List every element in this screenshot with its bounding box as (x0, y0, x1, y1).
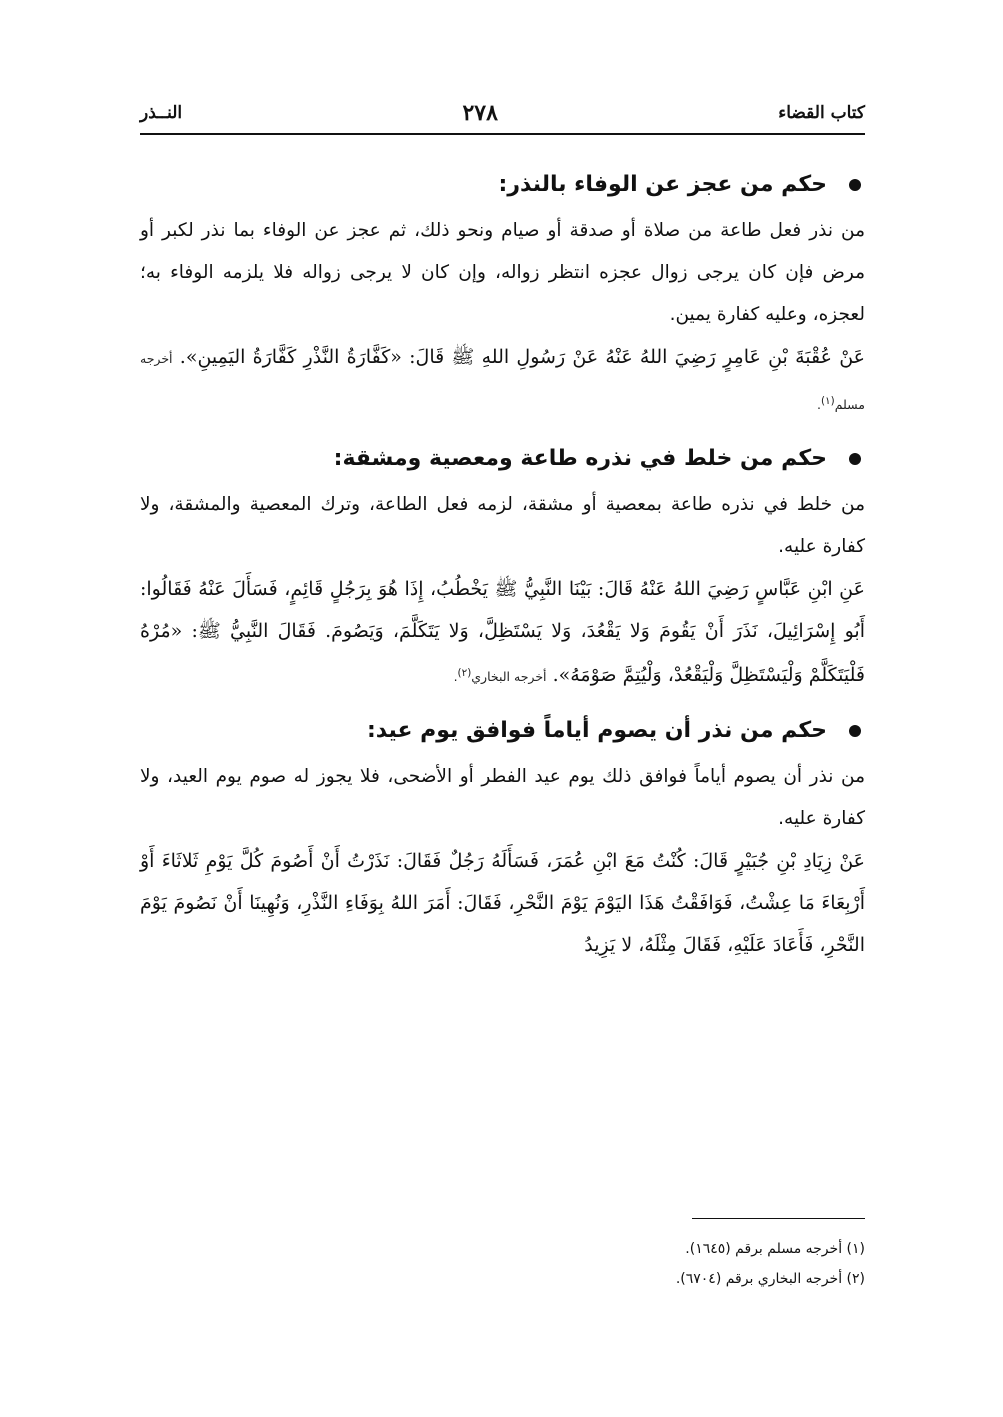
hadith-text (140, 336, 865, 426)
hadith-text (140, 568, 865, 698)
footnotes (140, 1234, 865, 1294)
footnote-1: (١) أخرجه مسلم برقم (١٦٤٥). (685, 1241, 865, 1257)
bullet-icon (849, 179, 861, 191)
section-body: من خلط في نذره طاعة بمعصية أو مشقة، لزمه فعل الطاعة، وترك المعصية والمشقة، ولا كفارة عليه. (140, 494, 865, 558)
hadith-quote: عَنْ زِيَادِ بْنِ جُبَيْرٍ قَالَ: كُنْتُ مَعَ ابْنِ عُمَرَ، فَسَأَلَهُ رَجُلٌ فَقَالَ: نَذَرْتُ أَنْ أَصُومَ كُلَّ يَوْمِ ثَلاثَاءَ أَوْ أَرْبِعَاءَ مَا عِشْتُ، فَوَافَقْتُ هَذَا اليَوْمَ يَوْمَ النَّحْرِ، فَقَالَ: أَمَرَ اللهُ بِوَفَاءِ النَّذْرِ، وَنُهِينَا أَنْ نَصُومَ يَوْمَ النَّحْرِ، فَأَعَادَ عَلَيْهِ، فَقَالَ مِثْلَهُ، لا يَزِيدُ (140, 850, 865, 957)
running-header (140, 96, 865, 130)
hadith-citation: أخرجه مسلم$^{(١)}$. (140, 351, 865, 413)
section-heading (140, 706, 865, 756)
footnote-rule (692, 1218, 865, 1219)
book-title: كتاب القضاء (778, 103, 865, 123)
section-mixed-vow (140, 434, 865, 698)
section-inability-to-fulfil-vow (140, 160, 865, 426)
bullet-icon (849, 453, 861, 465)
page-number: ٢٧٨ (462, 100, 498, 126)
page-body (140, 160, 865, 966)
footnote-2: (٢) أخرجه البخاري برقم (٦٧٠٤). (675, 1271, 865, 1287)
chapter-title: النــذر (140, 103, 183, 123)
section-heading (140, 160, 865, 210)
header-rule (140, 133, 865, 135)
hadith-quote: عَنِ ابْنِ عَبَّاسٍ رَضِيَ اللهُ عَنْهُ قَالَ: بَيْنَا النَّبِيُّ ﷺ يَخْطُبُ، إِذَا هُوَ بِرَجُلٍ قَائِمٍ، فَسَأَلَ عَنْهُ فَقَالُوا: أَبُو إِسْرَائِيلَ، نَذَرَ أَنْ يَقُومَ وَلا يَقْعُدَ، وَلا يَسْتَظِلَّ، وَلا يَتَكَلَّمَ، وَيَصُومَ. فَقَالَ النَّبِيُّ ﷺ: «مُرْهُ فَلْيَتَكَلَّمْ وَلْيَسْتَظِلَّ وَلْيَقْعُدْ، وَلْيُتِمَّ صَوْمَهُ». (140, 578, 865, 687)
hadith-text (140, 840, 865, 966)
section-heading-text: حكم من عجز عن الوفاء بالنذر: (498, 172, 827, 197)
footnote-ref[interactable]: (٢) (457, 667, 472, 680)
section-heading-text: حكم من نذر أن يصوم أياماً فوافق يوم عيد: (366, 718, 827, 744)
section-fasting-vow-on-eid (140, 706, 865, 966)
bullet-icon (849, 725, 861, 737)
section-heading-text: حكم من خلط في نذره طاعة ومعصية ومشقة: (333, 446, 827, 472)
hadith-quote: عَنْ عُقْبَةَ بْنِ عَامِرٍ رَضِيَ اللهُ عَنْهُ عَنْ رَسُولِ اللهِ ﷺ قَالَ: «كَفَّارَةُ النَّذْرِ كَفَّارَةُ اليَمِينِ». (179, 346, 865, 368)
section-body: من نذر فعل طاعة من صلاة أو صدقة أو صيام ونحو ذلك، ثم عجز عن الوفاء بما نذر لكبر أو مرض فإن كان يرجى زوال عجزه انتظر زواله، وإن كان لا يرجى زواله فلا يلزمه الوفاء به؛ لعجزه، وعليه كفارة يمين. (140, 220, 865, 325)
section-heading (140, 434, 865, 484)
hadith-citation: أخرجه البخاري$^{(٢)}$. (453, 667, 547, 685)
footnote-ref[interactable]: (١) (820, 395, 835, 407)
section-body: من نذر أن يصوم أياماً فوافق ذلك يوم عيد الفطر أو الأضحى، فلا يجوز له صوم يوم العيد، ولا كفارة عليه. (140, 766, 865, 830)
